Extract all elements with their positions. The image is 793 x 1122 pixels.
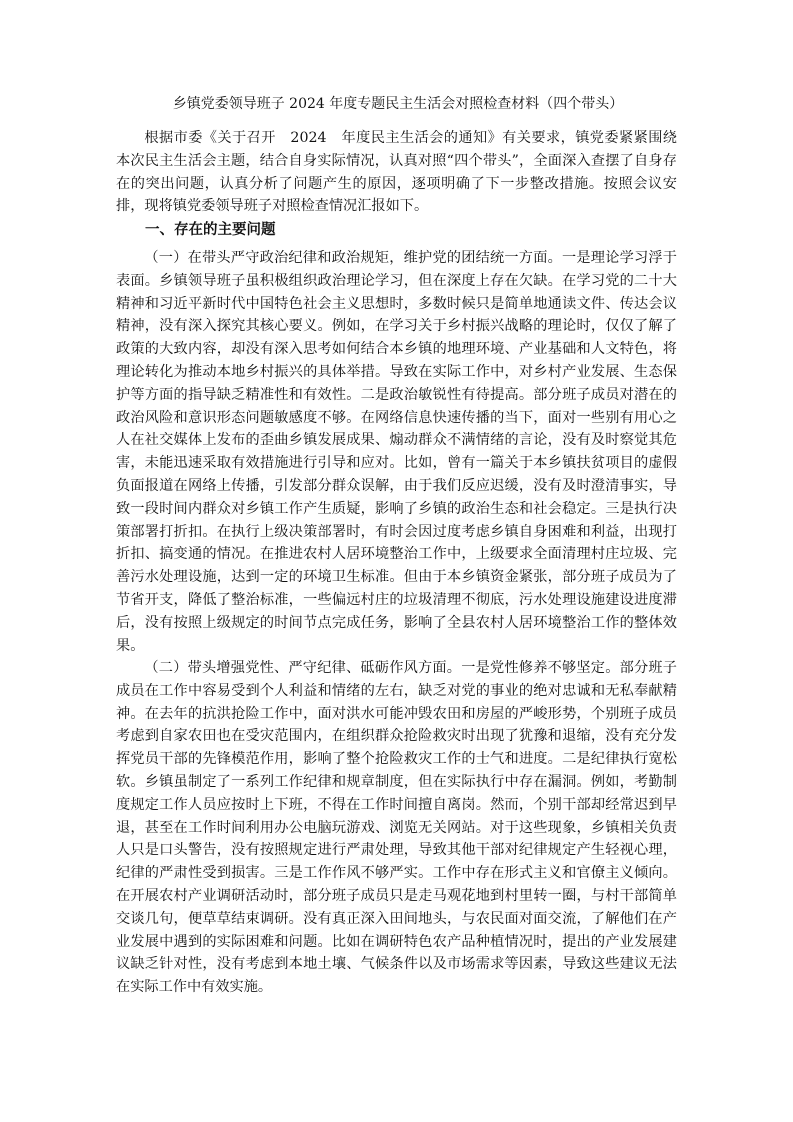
paragraph-political-discipline: （一）在带头严守政治纪律和政治规矩，维护党的团结统一方面。一是理论学习浮于表面。乡镇领导班子虽积极组织政治理论学习，但在深度上存在欠缺。在学习党的二十大精神和习近平新时代中国特色社会主义思想时，多数时候只是简单地通读文件、传达会议精神，没有深入探究其核心要义。例如，在学习关于乡村振兴战略的理论时，仅仅了解了政策的大致内容，却没有深入思考如何结合本乡镇的地理环境、产业基础和人文特色，将理论转化为推动本地乡村振兴的具体举措。导致在实际工作中，对乡村产业发展、生态保护等方面的指导缺乏精准性和有效性。二是政治敏锐性有待提高。部分班子成员对潜在的政治风险和意识形态问题敏感度不够。在网络信息快速传播的当下，面对一些别有用心之人在社交媒体上发布的歪曲乡镇发展成果、煽动群众不满情绪的言论，没有及时察觉其危害，未能迅速采取有效措施进行引导和应对。比如，曾有一篇关于本乡镇扶贫项目的虚假负面报道在网络上传播，引发部分群众误解，由于我们反应迟缓，没有及时澄清事实，导致一段时间内群众对乡镇工作产生质疑，影响了乡镇的政治生态和社会稳定。三是执行决策部署打折扣。在执行上级决策部署时，有时会因过度考虑乡镇自身困难和利益，出现打折扣、搞变通的情况。在推进农村人居环境整治工作中，上级要求全面清理村庄垃圾、完善污水处理设施，达到一定的环境卫生标准。但由于本乡镇资金紧张，部分班子成员为了节省开支，降低了整治标准，一些偏远村庄的垃圾清理不彻底，污水处理设施建设进度滞后，没有按照上级规定的时间节点完成任务，影响了全县农村人居环境整治工作的整体效果。 [116,250,677,654]
section-heading: 一、存在的主要问题 [145,222,276,238]
intro-paragraph: 根据市委《关于召开 2024 年度民主生活会的通知》有关要求，镇党委紧紧围绕本次民主生活会主题，结合自身实际情况，认真对照“四个带头”，全面深入查摆了自身存在的突出问题，认真分析了问题产生的原因，逐项明确了下一步整改措施。按照会议安排，现将镇党委领导班子对照检查情况汇报如下。 [116,130,677,215]
document-title: 乡镇党委领导班子 2024 年度专题民主生活会对照检查材料（四个带头） [172,96,624,112]
paragraph-party-spirit: （二）带头增强党性、严守纪律、砥砺作风方面。一是党性修养不够坚定。部分班子成员在工作中容易受到个人利益和情绪的左右，缺乏对党的事业的绝对忠诚和无私奉献精神。在去年的抗洪抢险工作中，面对洪水可能冲毁农田和房屋的严峻形势，个别班子成员考虑到自家农田也在受灾范围内，在组织群众抢险救灾时出现了犹豫和退缩，没有充分发挥党员干部的先锋模范作用，影响了整个抢险救灾工作的士气和进度。二是纪律执行宽松软。乡镇虽制定了一系列工作纪律和规章制度，但在实际执行中存在漏洞。例如，考勤制度规定工作人员应按时上下班，不得在工作时间擅自离岗。然而，个别干部却经常迟到早退，甚至在工作时间利用办公电脑玩游戏、浏览无关网站。对于这些现象，乡镇相关负责人只是口头警告，没有按照规定进行严肃处理，导致其他干部对纪律规定产生轻视心理，纪律的严肃性受到损害。三是工作作风不够严实。工作中存在形式主义和官僚主义倾向。在开展农村产业调研活动时，部分班子成员只是走马观花地到村里转一圈，与村干部简单交谈几句，便草草结束调研。没有真正深入田间地头，与农民面对面交流，了解他们在产业发展中遇到的实际困难和问题。比如在调研特色农产品种植情况时，提出的产业发展建议缺乏针对性，没有考虑到本地土壤、气候条件以及市场需求等因素，导致这些建议无法在实际工作中有效实施。 [116,660,677,996]
